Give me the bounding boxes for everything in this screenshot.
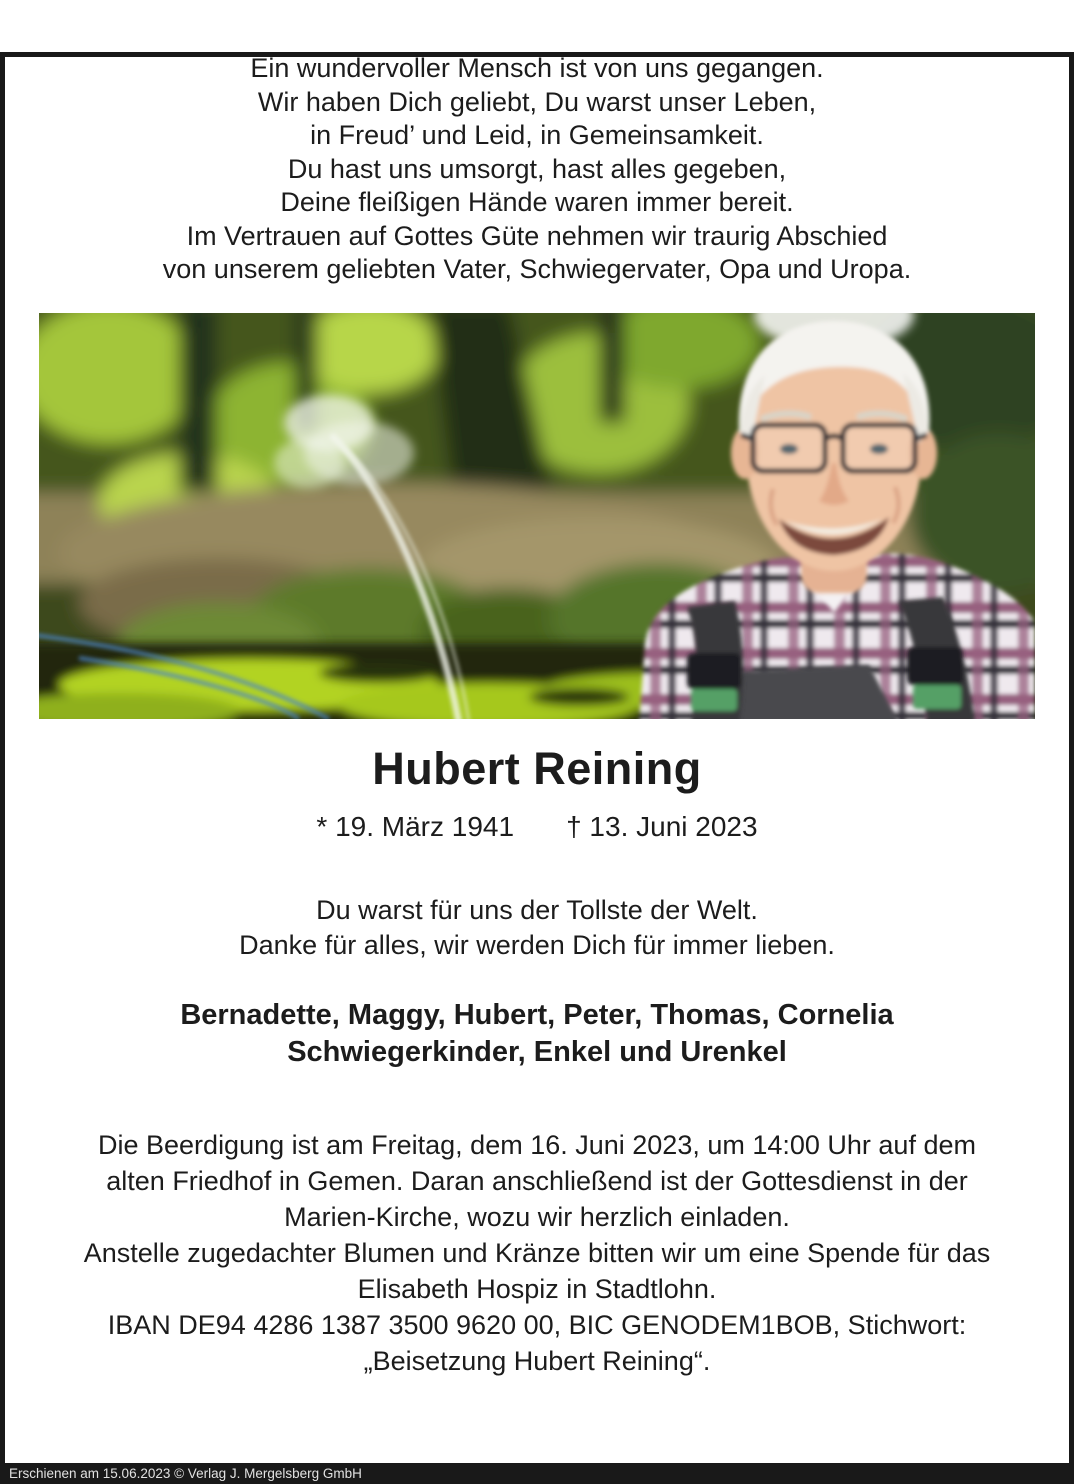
- memorial-verse-line: Deine fleißigen Hände waren immer bereit.: [280, 187, 794, 217]
- memorial-verse-line: Du hast uns umsorgt, hast alles gegeben,: [287, 153, 787, 184]
- funeral-info-line: Die Beerdigung ist am Freitag, dem 16. Juni 2023, um 14:00 Uhr auf dem: [98, 1129, 976, 1160]
- funeral-info-line: „Beisetzung Hubert Reining“.: [363, 1345, 711, 1376]
- publisher-footer: [0, 1463, 1074, 1484]
- memorial-verse-line: Ein wundervoller Mensch ist von uns gegangen.: [250, 53, 824, 83]
- family-names-line: Schwiegerkinder, Enkel und Urenkel: [287, 1035, 787, 1068]
- page-frame: [0, 52, 1074, 1484]
- tribute-line: Du warst für uns der Tollste der Welt.: [316, 894, 758, 925]
- tribute-line: Danke für alles, wir werden Dich für immer lieben.: [239, 929, 835, 960]
- publisher-footer-text: Erschienen am 15.06.2023 © Verlag J. Mergelsberg GmbH: [9, 1466, 362, 1481]
- funeral-info-line: Elisabeth Hospiz in Stadtlohn.: [357, 1273, 717, 1304]
- funeral-info-line: alten Friedhof in Gemen. Daran anschließend ist der Gottesdienst in der: [106, 1165, 968, 1196]
- memorial-verse-line: von unserem geliebten Vater, Schwiegervater, Opa und Uropa.: [162, 254, 912, 284]
- funeral-info-line: IBAN DE94 4286 1387 3500 9620 00, BIC GENODEM1BOB, Stichwort:: [107, 1309, 967, 1340]
- funeral-info-line: Marien-Kirche, wozu wir herzlich einladen.: [284, 1201, 790, 1232]
- death-date: † 13. Juni 2023: [566, 810, 758, 842]
- memorial-verse-line: Wir haben Dich geliebt, Du warst unser Leben,: [257, 86, 817, 117]
- funeral-info-line: Anstelle zugedachter Blumen und Kränze bitten wir um eine Spende für das: [83, 1237, 991, 1268]
- memorial-verse-line: in Freud’ und Leid, in Gemeinsamkeit.: [310, 120, 764, 150]
- deceased-name: Hubert Reining: [372, 742, 702, 794]
- birth-date: * 19. März 1941: [316, 810, 515, 842]
- memorial-photo: [39, 313, 1035, 719]
- memorial-verse-line: Im Vertrauen auf Gottes Güte nehmen wir traurig Abschied: [186, 220, 888, 251]
- family-names-line: Bernadette, Maggy, Hubert, Peter, Thomas, Cornelia: [180, 998, 894, 1031]
